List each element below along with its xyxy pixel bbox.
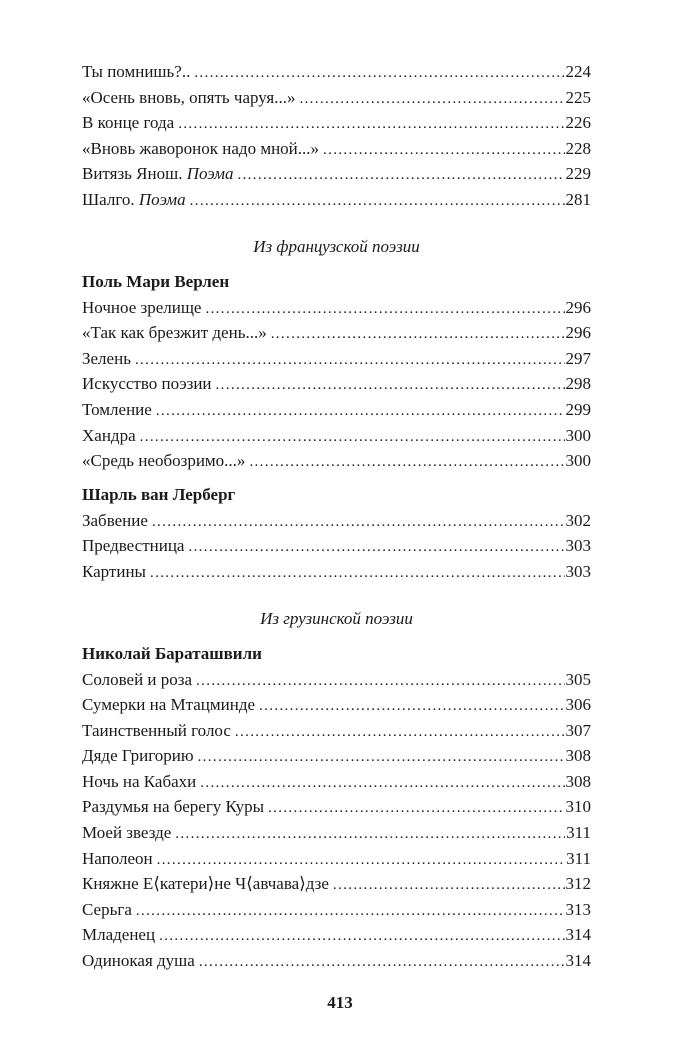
toc-entry-page: 305 (565, 669, 591, 689)
toc-entry-title: Моей звезде (82, 823, 172, 843)
toc-entry-title: Наполеон (82, 848, 153, 868)
toc-leader-dots (152, 510, 565, 536)
toc-entry-genre: Поэма (186, 164, 234, 184)
toc-entry-page: 306 (565, 695, 591, 715)
toc-block-1 (82, 59, 591, 213)
toc-entry-title: Одинокая душа (82, 951, 195, 971)
toc-entry-title: Сумерки на Мтацминде (82, 695, 256, 715)
toc-entry (82, 85, 591, 111)
toc-entry (82, 346, 591, 372)
toc-leader-dots (188, 535, 564, 561)
toc-block-baratashvili (82, 667, 591, 974)
toc-entry-page: 303 (565, 536, 591, 556)
author-heading-baratashvili: Николай Бараташвили (82, 643, 262, 663)
section-heading-french: Из французской поэзии (253, 236, 420, 256)
toc-entry-title: Княжне Е⟨катери⟩не Ч⟨авчава⟩дзе (82, 874, 329, 894)
toc-entry (82, 161, 591, 187)
toc-entry-title: Искусство поэзии (82, 374, 212, 394)
toc-entry-genre: Поэма (138, 189, 186, 209)
toc-entry-title: Младенец (82, 925, 156, 945)
toc-entry-title: Томление (82, 399, 152, 419)
toc-leader-dots (150, 561, 565, 587)
toc-entry (82, 320, 591, 346)
toc-leader-dots (198, 745, 565, 771)
toc-entry (82, 533, 591, 559)
toc-leader-dots (135, 348, 565, 374)
toc-entry-title: Ночное зрелище (82, 297, 202, 317)
toc-entry (82, 667, 591, 693)
toc-entry (82, 187, 591, 213)
toc-entry-title: Ночь на Кабахи (82, 771, 197, 791)
toc-entry (82, 508, 591, 534)
toc-entry (82, 692, 591, 718)
toc-leader-dots (196, 669, 564, 695)
toc-entry-page: 300 (565, 451, 591, 471)
page-number: 413 (327, 993, 353, 1012)
toc-leader-dots (216, 373, 565, 399)
toc-entry-page: 226 (565, 113, 591, 133)
toc-leader-dots (323, 138, 564, 164)
toc-entry-title: Дяде Григорию (82, 746, 194, 766)
toc-leader-dots (249, 450, 564, 476)
toc-entry (82, 769, 591, 795)
toc-leader-dots (136, 899, 565, 925)
toc-entry (82, 743, 591, 769)
toc-entry-page: 310 (565, 797, 591, 817)
author-heading-lerberghe: Шарль ван Лерберг (82, 484, 236, 504)
toc-entry-title: «Так как брезжит день...» (82, 323, 267, 343)
toc-entry (82, 718, 591, 744)
toc-entry-title: Раздумья на берегу Куры (82, 797, 265, 817)
toc-leader-dots (178, 112, 564, 138)
toc-entry (82, 922, 591, 948)
toc-entry (82, 820, 591, 846)
toc-entry-page: 300 (565, 425, 591, 445)
toc-entry-title: Зелень (82, 348, 131, 368)
table-of-contents (82, 59, 591, 974)
toc-entry-title: «Средь необозримо...» (82, 451, 246, 471)
toc-leader-dots (299, 87, 564, 113)
toc-leader-dots (235, 720, 565, 746)
toc-entry-title-text: Витязь Янош. (82, 164, 187, 184)
toc-leader-dots (175, 822, 565, 848)
toc-leader-dots (159, 924, 564, 950)
toc-entry-title: «Вновь жаворонок надо мной...» (82, 138, 320, 158)
toc-entry-title: Ты помнишь?.. (82, 62, 191, 81)
toc-entry-title: Соловей и роза (82, 669, 193, 689)
toc-leader-dots (333, 873, 565, 899)
toc-entry-page: 314 (565, 925, 591, 945)
toc-entry-page: 307 (565, 720, 591, 740)
toc-block-lerberghe (82, 508, 591, 585)
toc-entry-title: В конце года (82, 113, 175, 133)
toc-entry-title (82, 161, 233, 187)
toc-entry (82, 871, 591, 897)
toc-leader-dots (271, 322, 565, 348)
toc-entry (82, 110, 591, 136)
toc-entry (82, 423, 591, 449)
toc-entry-page: 296 (565, 297, 591, 317)
toc-entry-page: 299 (565, 399, 591, 419)
toc-entry (82, 397, 591, 423)
toc-entry-title: Забвение (82, 510, 148, 530)
toc-entry (82, 897, 591, 923)
toc-entry-page: 311 (566, 823, 591, 843)
toc-leader-dots (194, 61, 564, 87)
toc-entry-title: «Осень вновь, опять чаруя...» (82, 87, 296, 107)
toc-entry-title: Хандра (82, 425, 136, 445)
toc-entry (82, 448, 591, 474)
toc-leader-dots (259, 694, 564, 720)
toc-entry-page: 308 (565, 746, 591, 766)
toc-entry-page: 313 (565, 899, 591, 919)
toc-entry-page: 228 (565, 138, 591, 158)
toc-leader-dots (237, 163, 564, 189)
section-heading-georgian: Из грузинской поэзии (260, 608, 413, 628)
toc-entry (82, 136, 591, 162)
toc-entry (82, 794, 591, 820)
toc-leader-dots (140, 425, 565, 451)
toc-leader-dots (157, 848, 566, 874)
toc-entry-page: 312 (565, 874, 591, 894)
toc-entry-page: 311 (566, 848, 591, 868)
toc-entry-page: 224 (565, 62, 591, 81)
toc-entry (82, 948, 591, 974)
toc-leader-dots (200, 771, 564, 797)
toc-entry (82, 295, 591, 321)
toc-leader-dots (199, 950, 565, 976)
toc-entry-page: 281 (565, 189, 591, 209)
toc-entry (82, 371, 591, 397)
toc-entry-page: 314 (565, 951, 591, 971)
toc-entry (82, 559, 591, 585)
toc-entry-page: 302 (565, 510, 591, 530)
toc-leader-dots (205, 297, 564, 323)
toc-entry-title-text: Шалго. (82, 189, 139, 209)
toc-entry-page: 225 (565, 87, 591, 107)
toc-entry-title: Серьга (82, 899, 132, 919)
toc-entry-page: 297 (565, 348, 591, 368)
toc-entry (82, 59, 591, 85)
toc-entry-title: Предвестница (82, 536, 185, 556)
toc-leader-dots (268, 796, 564, 822)
toc-entry-title: Картины (82, 561, 146, 581)
toc-entry-page: 303 (565, 561, 591, 581)
toc-entry-title (82, 187, 186, 213)
toc-block-verlaine (82, 295, 591, 474)
toc-leader-dots (156, 399, 565, 425)
author-heading-verlaine: Поль Мари Верлен (82, 271, 230, 291)
toc-entry-page: 296 (565, 323, 591, 343)
toc-leader-dots (190, 189, 565, 215)
toc-entry-page: 308 (565, 771, 591, 791)
toc-entry (82, 846, 591, 872)
toc-entry-title: Таинственный голос (82, 720, 231, 740)
toc-entry-page: 298 (565, 374, 591, 394)
toc-entry-page: 229 (565, 164, 591, 184)
